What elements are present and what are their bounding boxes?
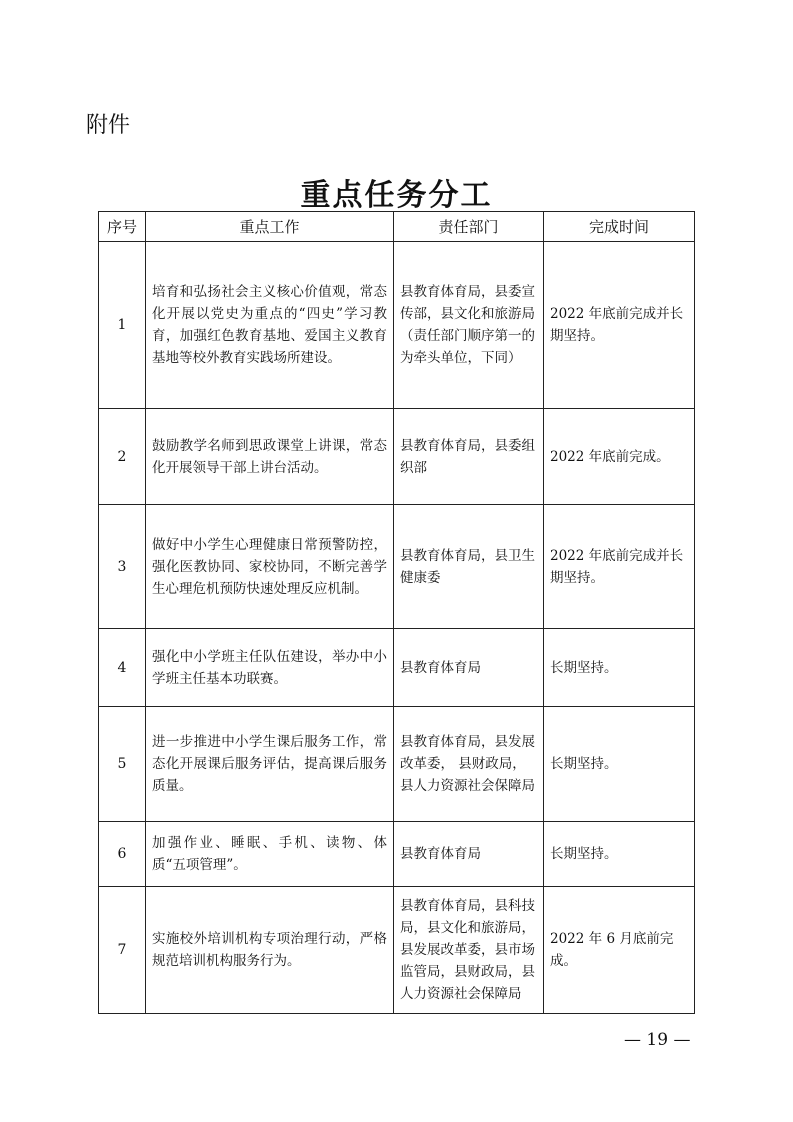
key-work-cell: 强化中小学班主任队伍建设，举办中小学班主任基本功联赛。 — [146, 629, 394, 707]
table-row — [99, 505, 695, 629]
deadline-cell: 长期坚持。 — [544, 629, 695, 707]
key-work-cell: 加强作业、睡眠、手机、读物、体质“五项管理”。 — [146, 822, 394, 887]
department-cell: 县教育体育局，县科技局，县文化和旅游局，县发展改革委，县市场监管局，县财政局，县人力资源社会保障局 — [394, 887, 544, 1014]
table-header-row — [99, 212, 695, 242]
table-row — [99, 822, 695, 887]
key-work-cell: 进一步推进中小学生课后服务工作，常态化开展课后服务评估，提高课后服务质量。 — [146, 707, 394, 822]
row-number: 7 — [99, 887, 146, 1014]
key-work-cell: 培育和弘扬社会主义核心价值观，常态化开展以党史为重点的“四史”学习教育，加强红色教育基地、爱国主义教育基地等校外教育实践场所建设。 — [146, 242, 394, 409]
table-row — [99, 887, 695, 1014]
deadline-cell: 2022 年 6 月底前完成。 — [544, 887, 695, 1014]
row-number: 1 — [99, 242, 146, 409]
department-cell: 县教育体育局 — [394, 629, 544, 707]
department-cell: 县教育体育局，县委组织部 — [394, 409, 544, 505]
page-number: — 19 — — [624, 1030, 691, 1050]
key-work-cell: 鼓励教学名师到思政课堂上讲课，常态化开展领导干部上讲台活动。 — [146, 409, 394, 505]
row-number: 2 — [99, 409, 146, 505]
header-dept: 责任部门 — [394, 212, 544, 242]
key-work-cell: 做好中小学生心理健康日常预警防控，强化医教协同、家校协同，不断完善学生心理危机预防快速处理反应机制。 — [146, 505, 394, 629]
task-table — [98, 211, 695, 1014]
table-row — [99, 707, 695, 822]
row-number: 3 — [99, 505, 146, 629]
deadline-cell: 长期坚持。 — [544, 822, 695, 887]
document-title: 重点任务分工 — [300, 178, 493, 213]
department-cell: 县教育体育局 — [394, 822, 544, 887]
row-number: 4 — [99, 629, 146, 707]
department-cell: 县教育体育局，县委宣传部，县文化和旅游局（责任部门顺序第一的为牵头单位，下同） — [394, 242, 544, 409]
annex-label: 附件 — [86, 113, 131, 138]
table-row — [99, 242, 695, 409]
deadline-cell: 长期坚持。 — [544, 707, 695, 822]
table-row — [99, 629, 695, 707]
department-cell: 县教育体育局，县卫生健康委 — [394, 505, 544, 629]
key-work-cell: 实施校外培训机构专项治理行动，严格规范培训机构服务行为。 — [146, 887, 394, 1014]
deadline-cell: 2022 年底前完成并长期坚持。 — [544, 505, 695, 629]
header-no: 序号 — [99, 212, 146, 242]
row-number: 6 — [99, 822, 146, 887]
header-time: 完成时间 — [544, 212, 695, 242]
department-cell: 县教育体育局，县发展改革委， 县财政局，县人力资源社会保障局 — [394, 707, 544, 822]
table-row — [99, 409, 695, 505]
row-number: 5 — [99, 707, 146, 822]
deadline-cell: 2022 年底前完成并长期坚持。 — [544, 242, 695, 409]
deadline-cell: 2022 年底前完成。 — [544, 409, 695, 505]
header-work: 重点工作 — [146, 212, 394, 242]
